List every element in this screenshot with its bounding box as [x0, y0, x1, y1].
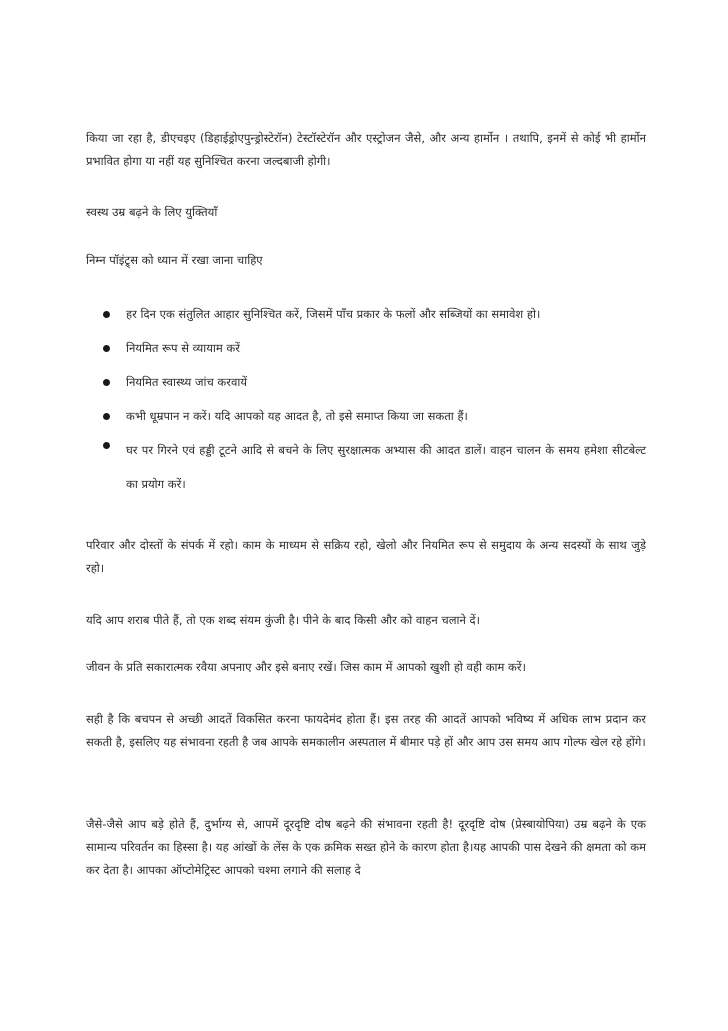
bullet-icon	[103, 413, 110, 420]
list-item	[86, 433, 646, 501]
list-item	[86, 302, 646, 327]
intro-paragraph: किया जा रहा है, डीएचइए (डिहाईड्रोएपुन्ड्रोस्टेरॉन) टेस्टॉस्टेरॉन और एस्ट्रोजन जैसे, और अन्य हार्मोन । तथापि, इनमें से कोई भी हार्मोन प्रभावित होगा या नहीं यह सुनिश्चित करना जल्दबाजी होगी।	[86, 131, 646, 168]
list-item-text: हर दिन एक संतुलित आहार सुनिश्चित करें, जिसमें पाँच प्रकार के फलों और सब्जियों का समावेश हो।	[126, 307, 541, 321]
list-item	[86, 404, 646, 429]
list-item-text: घर पर गिरने एवं हड्डी टूटने आदि से बचने के लिए सुरक्षात्मक अभ्यास की आदत डालें। वाहन चालन के समय हमेशा सीटबेल्ट का प्रयोग करें।	[126, 443, 646, 491]
list-item-text: नियमित स्वास्थ्य जांच करवायें	[126, 375, 247, 389]
bullet-icon	[103, 442, 110, 449]
family-paragraph: परिवार और दोस्तों के संपर्क में रहो। काम के माध्यम से सक्रिय रहो, खेलो और नियमित रूप से समुदाय के अन्य सदस्यों के साथ जुड़े रहो।	[86, 538, 646, 575]
list-item	[86, 370, 646, 395]
attitude-paragraph: जीवन के प्रति सकारात्मक रवैया अपनाए और इसे बनाए रखें। जिस काम में आपको खुशी हो वही काम करें।	[86, 660, 526, 674]
habits-paragraph: सही है कि बचपन से अच्छी आदतें विकसित करना फायदेमंद होता हैं। इस तरह की आदतें आपको भविष्य में अधिक लाभ प्रदान कर सकती है, इसलिए यह संभावना रहती है जब आपके समकालीन अस्पताल में बीमार पड़े हों और आप उस समय आप गोल्फ खेल रहे होंगे।	[86, 712, 646, 749]
list-intro-text: निम्न पॉइंट्र्स को ध्यान में रखा जाना चाहिए	[86, 253, 263, 267]
section-heading: स्वस्थ उम्र बढ़ने के लिए युक्तियाँ	[86, 205, 218, 219]
bullet-icon	[103, 345, 110, 352]
bullet-icon	[103, 379, 110, 386]
presbyopia-paragraph: जैसे-जैसे आप बड़े होते हैं, दुर्भाग्य से, आपमें दूरदृष्टि दोष बढ़ने की संभावना रहती है! दूरदृष्टि दोष (प्रेस्बायोपिया) उम्र बढ़ने के एक सामान्य परिवर्तन का हिस्सा है। यह आंखों के लेंस के एक क्रमिक सख्त होने के कारण होता है।यह आपकी पास देखने की क्षमता को कम कर देता है। आपका ऑप्टोमेट्रिस्ट आपको चश्मा लगाने की सलाह दे	[86, 817, 646, 877]
list-item-text: कभी धूम्रपान न करें। यदि आपको यह आदत है, तो इसे समाप्त किया जा सकता हैं।	[126, 409, 468, 423]
tips-list	[86, 302, 646, 510]
alcohol-paragraph: यदि आप शराब पीते हैं, तो एक शब्द संयम कुंजी है। पीने के बाद किसी और को वाहन चलाने दें।	[86, 613, 481, 627]
list-item-text: नियमित रूप से व्यायाम करें	[126, 341, 240, 355]
list-item	[86, 336, 646, 361]
bullet-icon	[103, 311, 110, 318]
